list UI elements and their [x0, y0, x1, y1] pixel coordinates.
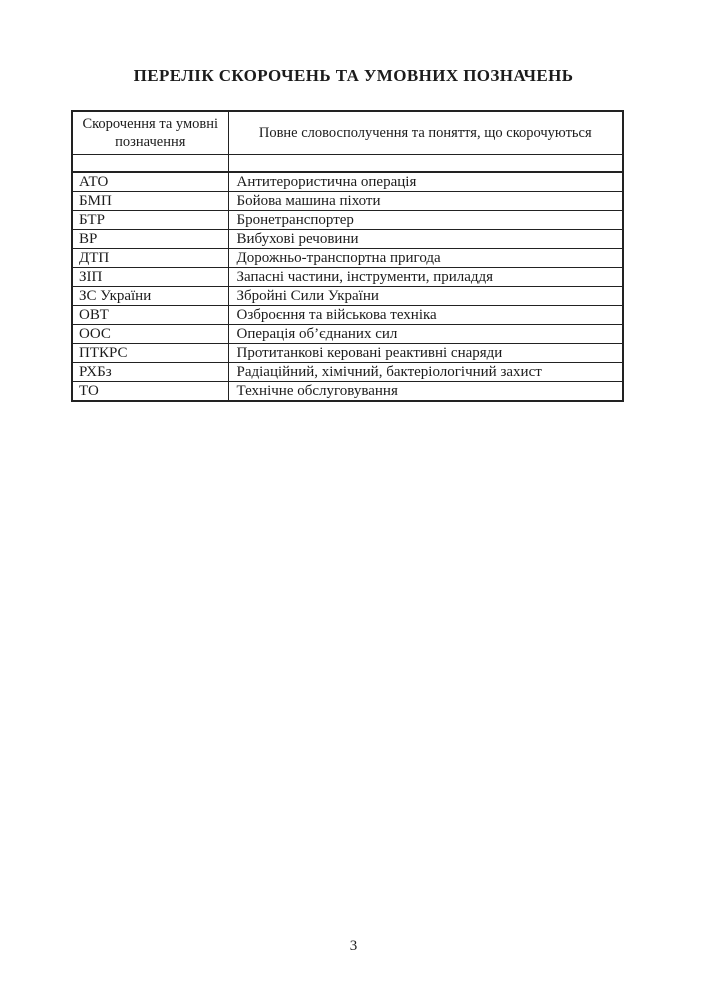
page-number: 3	[349, 938, 358, 954]
table-row	[72, 192, 623, 211]
abbreviation-cell: БТР	[72, 211, 228, 230]
abbreviation-cell: ВР	[72, 230, 228, 249]
definition-cell: Протитанкові керовані реактивні снаряди	[228, 344, 623, 363]
table-row	[72, 211, 623, 230]
definition-cell: Дорожньо-транспортна пригода	[228, 249, 623, 268]
definition-cell: Запасні частини, інструменти, приладдя	[228, 268, 623, 287]
abbreviation-cell: ОВТ	[72, 306, 228, 325]
definition-cell: Бронетранспортер	[228, 211, 623, 230]
definition-cell: Збройні Сили України	[228, 287, 623, 306]
table-row	[72, 325, 623, 344]
table-row	[72, 382, 623, 402]
table-row	[72, 249, 623, 268]
table-header-full-phrase: Повне словосполучення та поняття, що скорочуються	[228, 111, 623, 155]
table-row	[72, 172, 623, 192]
definition-cell: Операція об’єднаних сил	[228, 325, 623, 344]
abbreviation-cell: ТО	[72, 382, 228, 402]
abbreviation-cell: ПТКРС	[72, 344, 228, 363]
definition-cell: Вибухові речовини	[228, 230, 623, 249]
spacer-row	[72, 155, 623, 173]
definition-cell: Бойова машина піхоти	[228, 192, 623, 211]
table-header-abbreviation: Скорочення та умовні позначення	[72, 111, 228, 155]
table-body	[72, 172, 623, 401]
spacer-cell	[72, 155, 228, 173]
spacer-cell	[228, 155, 623, 173]
abbreviations-table	[71, 110, 624, 402]
table-row	[72, 363, 623, 382]
table-row	[72, 344, 623, 363]
table-row	[72, 230, 623, 249]
table-header-row	[72, 111, 623, 155]
table-header	[72, 111, 623, 172]
abbreviation-cell: ДТП	[72, 249, 228, 268]
definition-cell: Технічне обслуговування	[228, 382, 623, 402]
abbreviation-cell: РХБз	[72, 363, 228, 382]
definition-cell: Озброєння та військова техніка	[228, 306, 623, 325]
abbreviation-cell: ЗІП	[72, 268, 228, 287]
definition-cell: Радіаційний, хімічний, бактеріологічний захист	[228, 363, 623, 382]
table-row	[72, 306, 623, 325]
page-title: ПЕРЕЛІК СКОРОЧЕНЬ ТА УМОВНИХ ПОЗНАЧЕНЬ	[133, 66, 574, 85]
table-row	[72, 268, 623, 287]
abbreviation-cell: БМП	[72, 192, 228, 211]
abbreviation-cell: ЗС України	[72, 287, 228, 306]
table-row	[72, 287, 623, 306]
abbreviation-cell: АТО	[72, 172, 228, 192]
abbreviation-cell: ООС	[72, 325, 228, 344]
definition-cell: Антитерористична операція	[228, 172, 623, 192]
